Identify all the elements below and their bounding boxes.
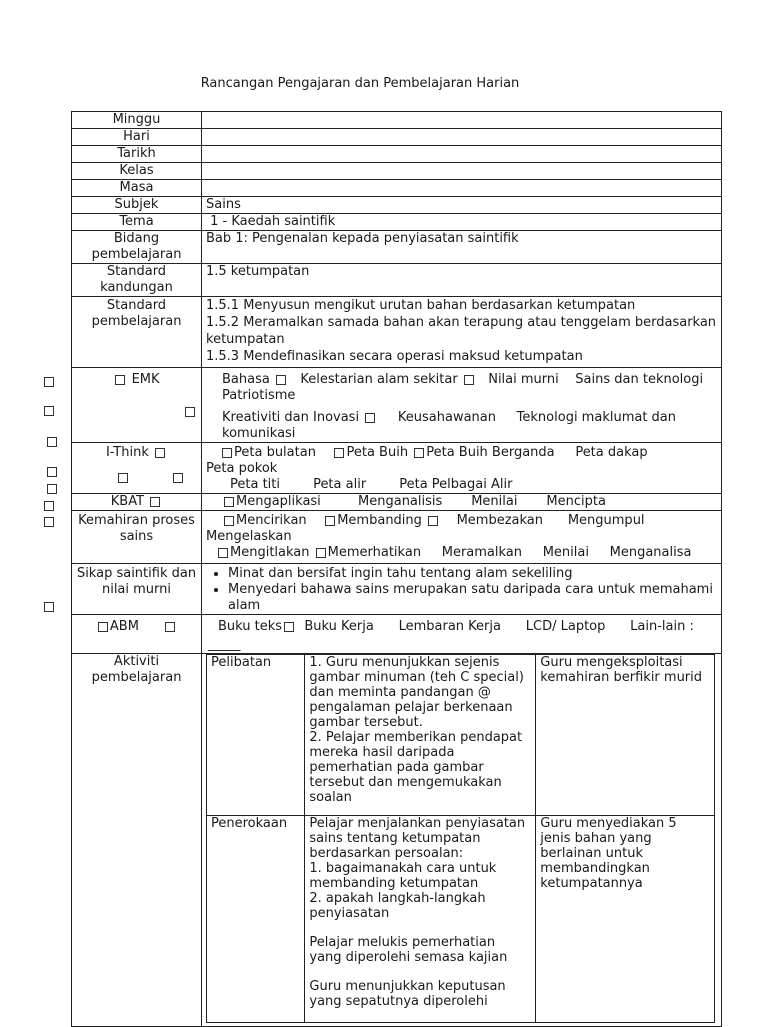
option-ithink[interactable]: Peta pokok	[206, 461, 278, 476]
option-kps[interactable]: Mengitlakan	[230, 545, 310, 560]
sikap-item: • Minat dan bersifat ingin tahu tentang alam sekeliling	[228, 566, 717, 582]
label-abm	[72, 615, 202, 654]
sp-item: 1.5.2 Meramalkan samada bahan akan terapung atau tenggelam berdasarkan ketumpatan	[206, 315, 717, 347]
margin-checkbox-icon	[47, 437, 57, 447]
row-sikap	[72, 564, 722, 615]
stage-name: Penerokaan	[207, 816, 305, 1023]
page-title: Rancangan Pengajaran dan Pembelajaran Harian	[200, 76, 520, 91]
row-ithink	[72, 443, 722, 494]
margin-checkbox-icon	[47, 467, 57, 477]
checkbox-icon[interactable]	[224, 497, 234, 507]
checkbox-icon[interactable]	[414, 448, 424, 458]
label-ithink	[72, 443, 202, 494]
label-tarikh: Tarikh	[72, 146, 202, 163]
checkbox-icon[interactable]	[365, 413, 375, 423]
option-kps[interactable]: Menilai	[542, 545, 589, 560]
row-standard-kandungan	[72, 264, 722, 297]
margin-checkbox-icon	[44, 602, 54, 612]
row-bidang	[72, 231, 722, 264]
option-abm[interactable]: Lembaran Kerja	[398, 619, 501, 634]
row-aktiviti	[72, 654, 722, 1027]
stage-note[interactable]: Guru mengeksploitasi kemahiran berfikir murid	[536, 655, 715, 816]
checkbox-icon[interactable]	[98, 622, 108, 632]
label-bidang: Bidang pembelajaran	[72, 231, 202, 264]
activity-row	[207, 816, 715, 1023]
checkbox-icon[interactable]	[118, 473, 128, 483]
activity-line: 1. bagaimanakah cara untuk membanding ketumpatan	[309, 861, 497, 891]
field-sikap[interactable]	[202, 564, 722, 615]
row-kelas	[72, 163, 722, 180]
row-masa	[72, 180, 722, 197]
option-emk[interactable]: Patriotisme	[222, 388, 296, 403]
checkbox-icon[interactable]	[334, 448, 344, 458]
label-emk-text: EMK	[131, 372, 160, 387]
option-kbat[interactable]: Menilai	[471, 494, 518, 509]
option-ithink[interactable]: Peta bulatan	[234, 445, 316, 460]
row-minggu	[72, 112, 722, 129]
field-kelas[interactable]	[202, 163, 722, 180]
option-kbat[interactable]: Menganalisis	[358, 494, 443, 509]
label-tema: Tema	[72, 214, 202, 231]
margin-checkbox-icon	[44, 501, 54, 511]
margin-checkbox-icon	[44, 517, 54, 527]
activity-line: Guru menunjukkan keputusan yang sepatutnya diperolehi	[309, 979, 506, 1009]
option-kps[interactable]: Mengumpul	[567, 513, 645, 528]
checkbox-icon[interactable]	[222, 448, 232, 458]
lesson-plan-table	[71, 111, 722, 1027]
sikap-list	[206, 566, 717, 614]
checkbox-icon[interactable]	[150, 497, 160, 507]
label-abm-text: ABM	[109, 619, 139, 634]
field-subjek[interactable]: Sains	[202, 197, 722, 214]
option-ithink[interactable]: Peta Buih	[346, 445, 409, 460]
field-ithink[interactable]	[202, 443, 722, 494]
field-masa[interactable]	[202, 180, 722, 197]
row-hari	[72, 129, 722, 146]
label-standard-pembelajaran: Standard pembelajaran	[72, 297, 202, 368]
margin-checkbox-icon	[44, 377, 54, 387]
option-emk[interactable]: Bahasa	[222, 372, 270, 387]
field-abm[interactable]	[202, 615, 722, 654]
label-minggu: Minggu	[72, 112, 202, 129]
checkbox-icon[interactable]	[428, 516, 438, 526]
field-hari[interactable]	[202, 129, 722, 146]
activity-line: 1. Guru menunjukkan sejenis gambar minuman (teh C special) dan meminta pandangan @ pengalaman pelajar berkenaan gambar tersebut.	[309, 655, 524, 730]
label-standard-kandungan: Standard kandungan	[72, 264, 202, 297]
activity-line: 2. apakah langkah-langkah penyiasatan	[309, 891, 486, 921]
row-kbat	[72, 494, 722, 511]
option-emk[interactable]: Kreativiti dan Inovasi	[222, 410, 360, 425]
row-tema	[72, 214, 722, 231]
option-kps[interactable]: Membanding	[337, 513, 422, 528]
label-subjek: Subjek	[72, 197, 202, 214]
lesson-plan-table-wrapper	[71, 111, 721, 1027]
margin-checkbox-icon	[44, 406, 54, 416]
field-tema[interactable]: 1 - Kaedah saintifik	[202, 214, 722, 231]
label-sikap: Sikap saintifik dan nilai murni	[72, 564, 202, 615]
activity-line: Pelajar melukis pemerhatian yang diperolehi semasa kajian	[309, 935, 508, 965]
field-tarikh[interactable]	[202, 146, 722, 163]
label-emk	[72, 368, 202, 443]
field-standard-kandungan[interactable]: 1.5 ketumpatan	[202, 264, 722, 297]
checkbox-icon[interactable]	[316, 548, 326, 558]
checkbox-icon[interactable]	[284, 622, 294, 632]
label-kbat	[72, 494, 202, 511]
checkbox-icon[interactable]	[218, 548, 228, 558]
option-kps[interactable]: Mencirikan	[236, 513, 307, 528]
label-ithink-text: I-Think	[105, 445, 149, 460]
option-emk[interactable]: Kelestarian alam sekitar	[300, 372, 458, 387]
checkbox-icon[interactable]	[115, 375, 125, 385]
field-bidang[interactable]: Bab 1: Pengenalan kepada penyiasatan saintifik	[202, 231, 722, 264]
row-standard-pembelajaran	[72, 297, 722, 368]
sp-item: 1.5.3 Mendefinasikan secara operasi maksud ketumpatan	[206, 349, 583, 364]
row-abm	[72, 615, 722, 654]
option-emk[interactable]: Nilai murni	[488, 372, 559, 387]
option-kbat[interactable]: Mencipta	[546, 494, 606, 509]
label-kps	[72, 511, 202, 564]
row-subjek	[72, 197, 722, 214]
label-kbat-text: KBAT	[110, 494, 145, 509]
field-aktiviti	[202, 654, 722, 1027]
label-hari: Hari	[72, 129, 202, 146]
option-emk[interactable]: Keusahawanan	[397, 410, 496, 425]
activity-table	[206, 654, 715, 1023]
option-abm[interactable]: Buku teks	[218, 619, 283, 634]
option-abm[interactable]: Buku Kerja	[304, 619, 374, 634]
option-ithink[interactable]: Peta dakap	[575, 445, 648, 460]
stage-activity[interactable]	[305, 816, 536, 1023]
field-emk[interactable]	[202, 368, 722, 443]
option-emk[interactable]: Sains dan teknologi	[575, 372, 704, 387]
option-kbat[interactable]: Mengaplikasi	[236, 494, 321, 509]
option-abm[interactable]: LCD/ Laptop	[525, 619, 606, 634]
checkbox-icon[interactable]	[173, 473, 183, 483]
label-kelas: Kelas	[72, 163, 202, 180]
option-kps[interactable]: Membezakan	[456, 513, 544, 528]
label-kps-text: Kemahiran proses sains	[78, 513, 195, 544]
row-emk	[72, 368, 722, 443]
option-ithink[interactable]: Peta alir	[313, 477, 367, 492]
stage-note[interactable]: Guru menyediakan 5 jenis bahan yang berlainan untuk membandingkan ketumpatannya	[536, 816, 715, 1023]
label-aktiviti: Aktiviti pembelajaran	[72, 654, 202, 1027]
margin-checkbox-icon	[47, 484, 57, 494]
stage-name: Pelibatan	[207, 655, 305, 816]
checkbox-icon[interactable]	[224, 516, 234, 526]
sikap-item: • Menyedari bahawa sains merupakan satu daripada cara untuk memahami alam	[228, 582, 717, 614]
row-tarikh	[72, 146, 722, 163]
option-kps[interactable]: Meramalkan	[441, 545, 523, 560]
checkbox-icon[interactable]	[165, 622, 175, 632]
abm-blank[interactable]: _____	[208, 637, 241, 652]
sp-item: 1.5.1 Menyusun mengikut urutan bahan berdasarkan ketumpatan	[206, 298, 636, 313]
activity-row	[207, 655, 715, 816]
stage-activity[interactable]	[305, 655, 536, 816]
checkbox-icon[interactable]	[185, 407, 195, 417]
option-ithink[interactable]: Peta titi	[230, 477, 280, 492]
option-ithink[interactable]: Peta Buih Berganda	[426, 445, 555, 460]
checkbox-icon[interactable]	[276, 375, 286, 385]
checkbox-icon[interactable]	[325, 516, 335, 526]
option-emk[interactable]: Teknologi maklumat dan komunikasi	[222, 410, 677, 441]
field-kps[interactable]	[202, 511, 722, 564]
activity-line: 2. Pelajar memberikan pendapat mereka hasil daripada pemerhatian pada gambar tersebut dan mengemukakan soalan	[309, 730, 523, 805]
field-kbat[interactable]	[202, 494, 722, 511]
checkbox-icon[interactable]	[155, 448, 165, 458]
field-standard-pembelajaran[interactable]	[202, 297, 722, 368]
row-kps	[72, 511, 722, 564]
option-ithink[interactable]: Peta Pelbagai Alir	[399, 477, 513, 492]
option-kps[interactable]: Mengelaskan	[206, 529, 292, 544]
field-minggu[interactable]	[202, 112, 722, 129]
label-masa: Masa	[72, 180, 202, 197]
activity-line: Pelajar menjalankan penyiasatan sains tentang ketumpatan berdasarkan persoalan:	[309, 816, 526, 861]
checkbox-icon[interactable]	[464, 375, 474, 385]
option-abm[interactable]: Lain-lain :	[630, 619, 694, 634]
option-kps[interactable]: Memerhatikan	[327, 545, 422, 560]
option-kps[interactable]: Menganalisa	[609, 545, 692, 560]
